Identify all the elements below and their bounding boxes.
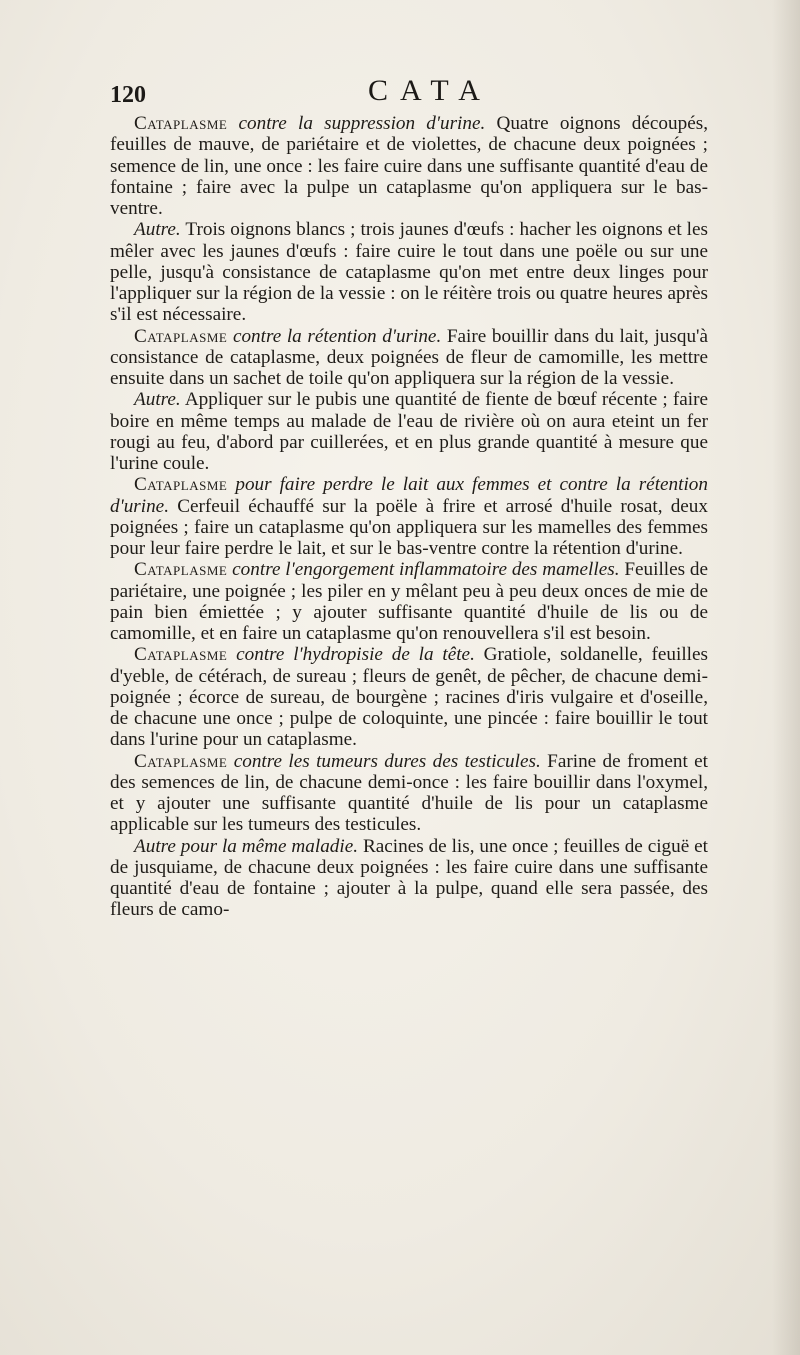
entry-lead: Cataplasme	[134, 474, 228, 496]
entry-text: Trois oignons blancs ; trois jaunes d'œufs : hacher les oignons et les mêler avec les jaunes d'œufs : faire cuire le tout dans une poële ou sur une pelle, jusqu'à consistance de cataplasme qu'on met entre deux linges pour l'appliquer sur la région de la vessie : on le réitère trois ou quatre heures après s'il est nécessaire.	[110, 219, 708, 326]
entry-lead: Cataplasme	[134, 559, 228, 581]
page-gutter-shadow	[772, 0, 800, 1355]
entry-title: Autre pour la même maladie.	[134, 835, 359, 857]
entry-text: Racines de lis, une once ; feuilles de ciguë et de jusquiame, de chacune deux poignées : les faire cuire dans une suffisante quantité d'eau de fontaine ; ajouter à la pulpe, quand elle sera passée, des fleurs de camo-	[110, 835, 709, 921]
entry-title: Autre.	[134, 389, 181, 411]
entry-engorgement-mamelles	[110, 559, 708, 644]
page-number: 120	[110, 82, 146, 108]
entry-lead: Cataplasme	[134, 644, 228, 666]
entry-title: contre la suppression d'urine.	[238, 113, 486, 134]
entry-title: pour faire perdre le lait aux femmes et contre la rétention d'urine.	[110, 474, 708, 517]
entry-text: Feuilles de pariétaire, une poignée ; les piler en y mêlant peu à peu deux onces de mie de pain bien émiettée ; y ajouter suffisante quantité d'huile de lis ou de camomille, et en faire un cataplasme qu'on renouvellera s'il est besoin.	[110, 559, 709, 644]
entry-title: contre les tumeurs dures des testicules.	[233, 750, 541, 772]
entry-autre-3	[110, 836, 708, 921]
running-head: CATA	[368, 74, 492, 107]
entry-lead: Cataplasme	[134, 750, 228, 772]
entry-title: contre l'hydropisie de la tête.	[236, 644, 475, 666]
entry-autre-2	[110, 389, 708, 474]
entry-text: Appliquer sur le pubis une quantité de fiente de bœuf récente ; faire boire en même temps au malade de l'eau de rivière où on aura eteint un fer rougi au feu, d'abord par cuillerées, et en plus grande quantité à mesure que l'urine coule.	[110, 389, 708, 474]
entry-tumeurs-testicules	[110, 751, 708, 836]
entry-lead: Cataplasme	[134, 325, 228, 347]
entry-retention-urine	[110, 326, 708, 390]
entry-text: Gratiole, soldanelle, feuilles d'yeble, de cétérach, de sureau ; fleurs de genêt, de pêcher, de chacune demi-poignée ; écorce de sureau, de bourgène ; racines d'iris vulgaire et d'oseille, de chacune une once ; pulpe de coloquinte, une pincée : faire bouillir le tout dans l'urine pour un cataplasme.	[110, 644, 708, 751]
entry-hydropisie-tete	[110, 644, 708, 750]
entry-text: Quatre oignons découpés, feuilles de mauve, de pariétaire et de violettes, de chacune deux poignées ; semence de lin, une once : les faire cuire dans une suffisante quantité d'eau de fontaine ; faire avec la pulpe un cataplasme qu'on appliquera sur le bas-ventre.	[110, 113, 708, 219]
page-body	[110, 113, 708, 921]
entry-text: Farine de froment et des semences de lin, de chacune demi-once : les faire bouillir dans l'oxymel, et y ajouter une suffisante quantité d'huile de lis pour un cataplasme applicable sur les tumeurs des testicules.	[110, 750, 709, 836]
entry-suppression-urine	[110, 113, 708, 219]
page-header	[110, 74, 710, 114]
entry-title: contre la rétention d'urine.	[232, 325, 442, 347]
entry-title: Autre.	[134, 219, 181, 241]
entry-lead: Cataplasme	[134, 113, 228, 134]
entry-perdre-lait	[110, 474, 708, 559]
entry-text: Faire bouillir dans du lait, jusqu'à consistance de cataplasme, deux poignées de fleur de camomille, les mettre ensuite dans un sachet de toile qu'on appliquera sur la région de la vessie.	[110, 325, 709, 389]
entry-title: contre l'engorgement inflammatoire des mamelles.	[232, 559, 620, 581]
entry-text: Cerfeuil échauffé sur la poële à frire et arrosé d'huile rosat, deux poignées ; faire un cataplasme qu'on appliquera sur les mamelles des femmes pour leur faire perdre le lait, et sur le bas-ventre contre la rétention d'urine.	[110, 495, 708, 559]
entry-autre-1	[110, 219, 708, 325]
